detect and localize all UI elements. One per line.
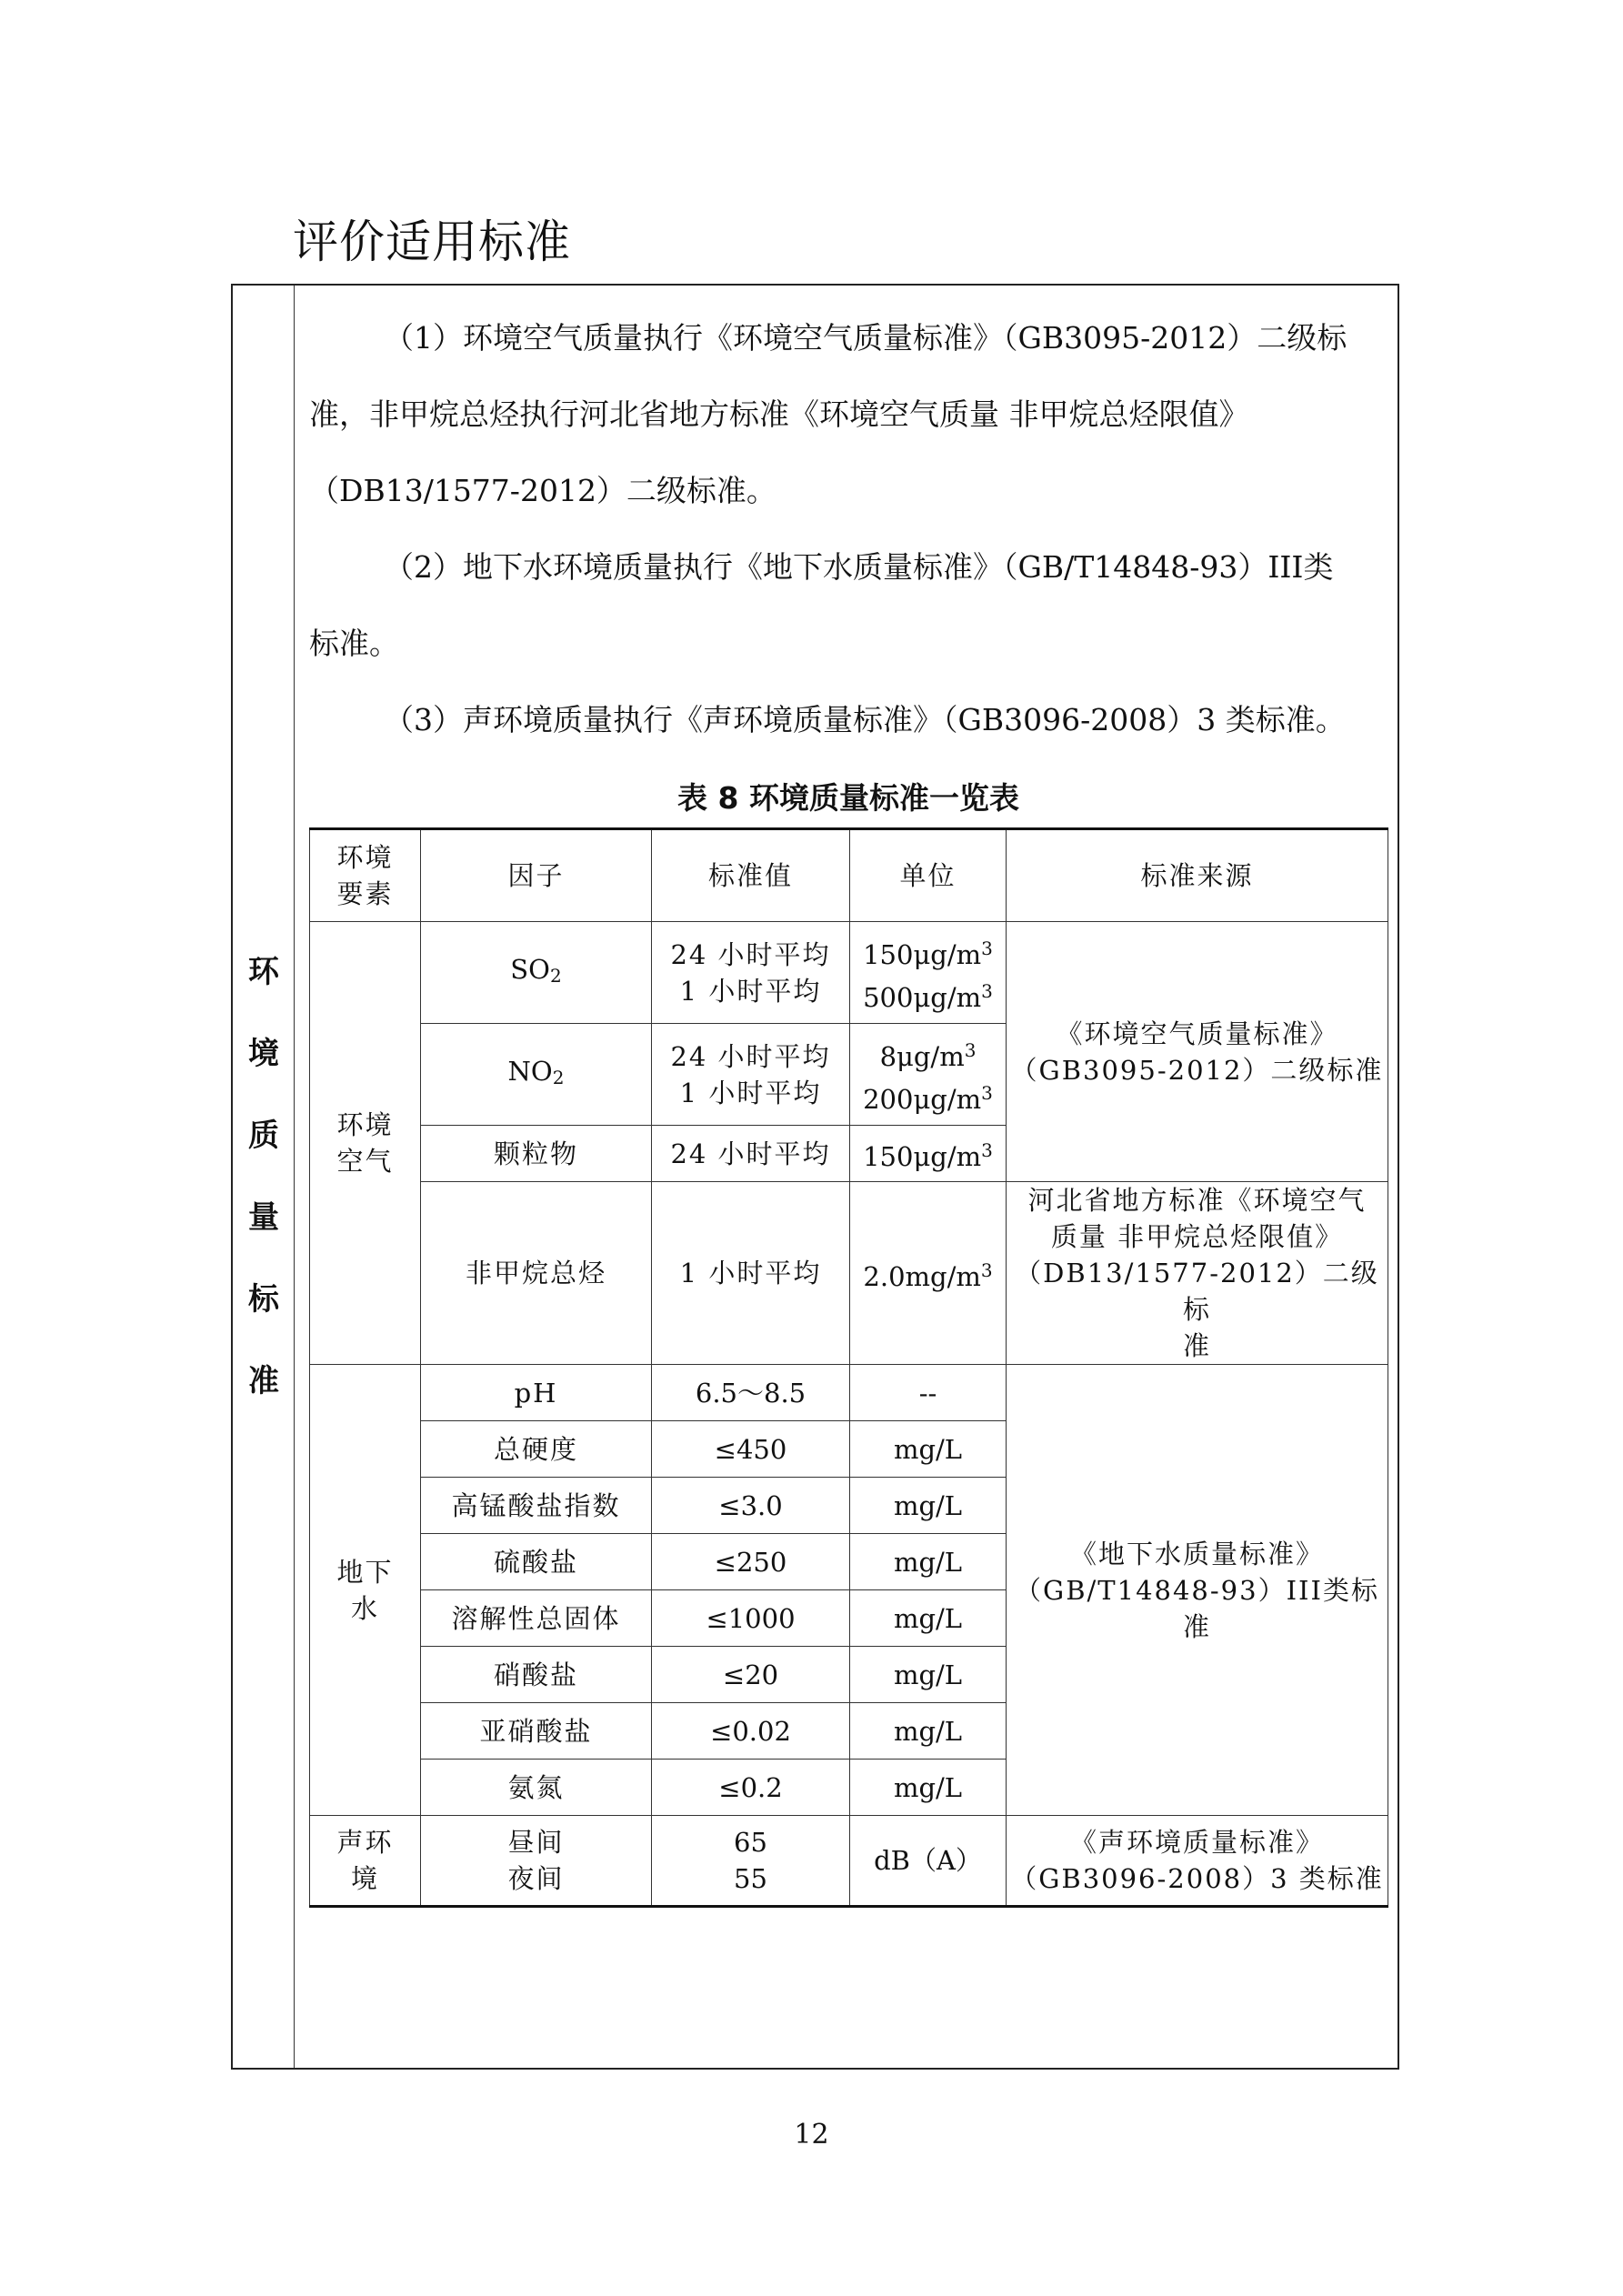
unit-gw: mg/L <box>850 1421 1007 1478</box>
unit-gw: mg/L <box>850 1590 1007 1647</box>
unit-gw: mg/L <box>850 1703 1007 1760</box>
unit-gw: mg/L <box>850 1647 1007 1703</box>
unit-no2: $8\mu g/m^3$ $200\mu g/m^3$ <box>850 1024 1007 1126</box>
value-pm: 24 小时平均 <box>652 1126 850 1182</box>
unit-so2: $150\mu g/m^3$ $500\mu g/m^3$ <box>850 922 1007 1024</box>
header-factor: 因子 <box>421 829 652 922</box>
standards-table <box>309 827 1388 1908</box>
source-air-db13: 河北省地方标准《环境空气 质量 非甲烷总烃限值》 （DB13/1577-2012）二级标 准 <box>1007 1182 1388 1365</box>
side-label-char: 量 <box>248 1199 279 1236</box>
factor-nmhc: 非甲烷总烃 <box>421 1182 652 1365</box>
value-gw: ≤0.2 <box>652 1760 850 1816</box>
value-so2: 24 小时平均 1 小时平均 <box>652 922 850 1024</box>
value-noise: 65 55 <box>652 1816 850 1907</box>
factor-gw: 硝酸盐 <box>421 1647 652 1703</box>
header-source: 标准来源 <box>1007 829 1388 922</box>
header-unit: 单位 <box>850 829 1007 922</box>
value-gw: ≤1000 <box>652 1590 850 1647</box>
paragraph-line: 标准。 <box>309 626 399 661</box>
paragraph-line: （2）地下水环境质量执行《地下水质量标准》（GB/T14848-93）III类 <box>384 549 1334 585</box>
paragraph-line: （DB13/1577-2012）二级标准。 <box>309 473 776 508</box>
source-air-gb3095: 《环境空气质量标准》 （GB3095-2012）二级标准 <box>1007 922 1388 1182</box>
value-gw: 6.5～8.5 <box>652 1365 850 1421</box>
unit-pm: $150\mu g/m^3$ <box>850 1126 1007 1182</box>
unit-gw: mg/L <box>850 1534 1007 1590</box>
unit-nmhc: $2.0mg/m^3$ <box>850 1182 1007 1365</box>
factor-gw: 硫酸盐 <box>421 1534 652 1590</box>
source-noise: 《声环境质量标准》 （GB3096-2008）3 类标准 <box>1007 1816 1388 1907</box>
side-label-char: 境 <box>248 1036 279 1072</box>
factor-gw: 总硬度 <box>421 1421 652 1478</box>
unit-gw: mg/L <box>850 1478 1007 1534</box>
page-number: 12 <box>794 2119 829 2151</box>
factor-gw: 氨氮 <box>421 1760 652 1816</box>
side-label-char: 质 <box>248 1118 279 1154</box>
factor-gw: 溶解性总固体 <box>421 1590 652 1647</box>
side-label-char: 环 <box>248 954 279 990</box>
header-value: 标准值 <box>652 829 850 922</box>
side-label-column <box>233 286 295 2068</box>
value-nmhc: 1 小时平均 <box>652 1182 850 1365</box>
value-gw: ≤3.0 <box>652 1478 850 1534</box>
value-gw: ≤250 <box>652 1534 850 1590</box>
paragraph-line: （3）声环境质量执行《声环境质量标准》（GB3096-2008）3 类标准。 <box>384 702 1346 737</box>
value-gw: ≤0.02 <box>652 1703 850 1760</box>
factor-gw: pH <box>421 1365 652 1421</box>
factor-no2: $NO_2$ <box>421 1024 652 1126</box>
source-groundwater: 《地下水质量标准》 （GB/T14848-93）III类标准 <box>1007 1365 1388 1816</box>
section-heading: 评价适用标准 <box>293 216 571 268</box>
side-label-char: 准 <box>248 1363 279 1399</box>
paragraph-air <box>309 300 1391 529</box>
factor-pm: 颗粒物 <box>421 1126 652 1182</box>
paragraph-line: 准，非甲烷总烃执行河北省地方标准《环境空气质量 非甲烷总烃限值》 <box>309 396 1249 432</box>
unit-gw: -- <box>850 1365 1007 1421</box>
paragraph-line: （1）环境空气质量执行《环境空气质量标准》（GB3095-2012）二级标 <box>384 320 1347 356</box>
paragraph-groundwater <box>309 529 1391 682</box>
table-row <box>310 1816 1388 1907</box>
side-label <box>233 931 295 1422</box>
table-row <box>310 922 1388 1024</box>
factor-noise: 昼间 夜间 <box>421 1816 652 1907</box>
factor-gw: 高锰酸盐指数 <box>421 1478 652 1534</box>
table-row <box>310 1182 1388 1365</box>
table-caption: 表 8 环境质量标准一览表 <box>677 780 1019 816</box>
group-noise: 声环 境 <box>310 1816 421 1907</box>
value-gw: ≤20 <box>652 1647 850 1703</box>
factor-so2: $SO_2$ <box>421 922 652 1024</box>
table-row <box>310 1365 1388 1421</box>
unit-gw: mg/L <box>850 1760 1007 1816</box>
group-air: 环境 空气 <box>310 922 421 1365</box>
side-label-char: 标 <box>248 1281 279 1318</box>
value-no2: 24 小时平均 1 小时平均 <box>652 1024 850 1126</box>
factor-gw: 亚硝酸盐 <box>421 1703 652 1760</box>
group-groundwater: 地下 水 <box>310 1365 421 1816</box>
unit-noise: dB（A） <box>850 1816 1007 1907</box>
header-element: 环境 要素 <box>310 829 421 922</box>
table-header-row <box>310 829 1388 922</box>
paragraph-noise <box>309 682 1391 758</box>
value-gw: ≤450 <box>652 1421 850 1478</box>
